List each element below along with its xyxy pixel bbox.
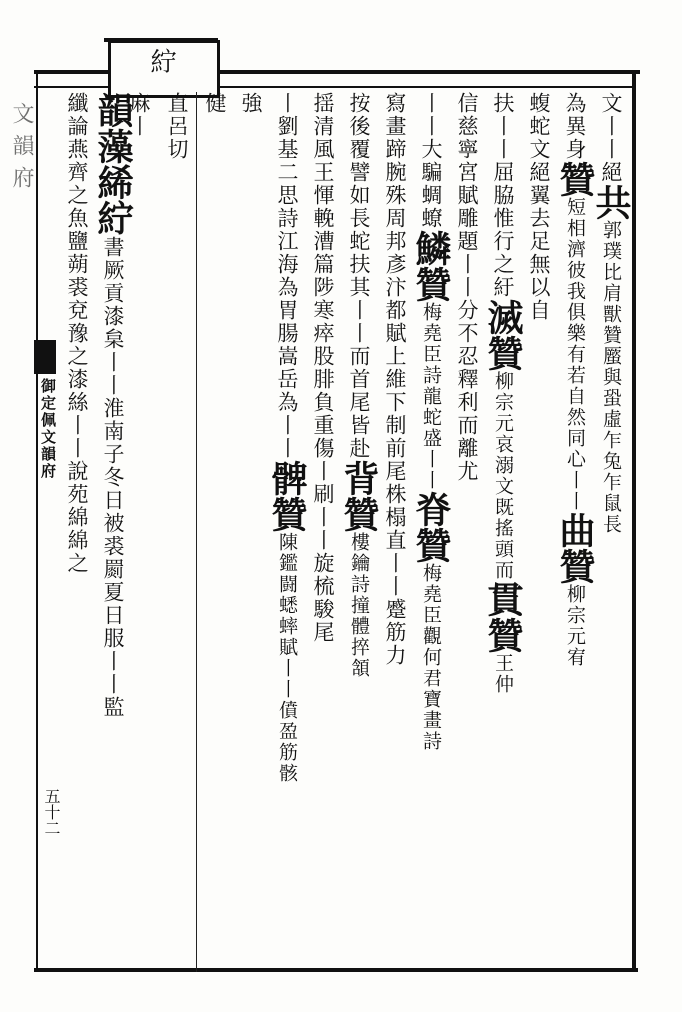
text-column-6: 丨丨大騙蜩蟟鱗贊梅堯臣詩龍蛇盛丨丨脊贊梅堯臣觀何君寶畫詩 — [410, 92, 452, 752]
page-number: 五十二 — [42, 788, 61, 836]
margin-fold-text: 文韻府 — [9, 102, 34, 198]
text-column-13: 韻藻絺紵書厥貢漆枲丨丨淮南子冬日被裘罽夏日服丨丨監 — [92, 92, 134, 719]
text-column-2: 為異身贊短相濟彼我俱樂有若自然同心丨丨曲贊柳宗元宥 — [554, 92, 596, 668]
heading-tab-top — [104, 38, 218, 42]
text-column-4: 扶丨丨屈脇惟行之紆滅贊柳宗元哀溺文既搖頭而貫贊王仲 — [482, 92, 524, 695]
rhyme-heading: 紵 — [146, 48, 176, 75]
right-border — [632, 70, 636, 972]
text-column-7: 寫畫蹄腕殊周邦彥汴都賦上維下制前尾株榻直丨丨蹙筋力 — [383, 92, 407, 667]
col-rhyme-def — [160, 92, 194, 972]
text-column-11: 強 — [239, 92, 263, 115]
text-column-12: 健 — [203, 92, 227, 115]
spine-line — [36, 74, 38, 972]
text-column-5: 信慈寧宮賦雕題丨丨分不忍釋利而離尤 — [455, 92, 479, 483]
fanqie: 直呂切 — [165, 92, 189, 161]
text-column-8: 按後覆譬如長蛇扶其丨丨而首尾皆赴背贊樓鑰詩撞體捽頷 — [338, 92, 380, 679]
text-column-1: 文丨丨絕共郭璞比肩獸贊蟨與蛩虛乍兔乍鼠長 — [590, 92, 632, 535]
margin-fold-strip — [0, 88, 34, 418]
rhyme-note: 麻丨 — [127, 92, 151, 138]
margin-fish-tail — [34, 340, 56, 374]
text-column-10: 丨劉基二思詩江海為胃腸嵩岳為丨丨髀贊陳鑑闘蟋蟀賦丨丨僨盈筋骸 — [266, 92, 308, 784]
col-divider — [196, 92, 197, 972]
book-title: 御定佩文韻府 — [39, 378, 57, 480]
text-column-9: 揺清風王惲輓漕篇陟寒瘁股腓負重傷丨刷丨丨旋梳駿尾 — [311, 92, 335, 644]
text-column-14: 纖論燕齊之魚鹽蒴裘兗豫之漆絲丨丨說苑綿綿之 — [65, 92, 89, 575]
text-column-3: 蝮蛇文絕翼去足無以自 — [527, 92, 551, 322]
